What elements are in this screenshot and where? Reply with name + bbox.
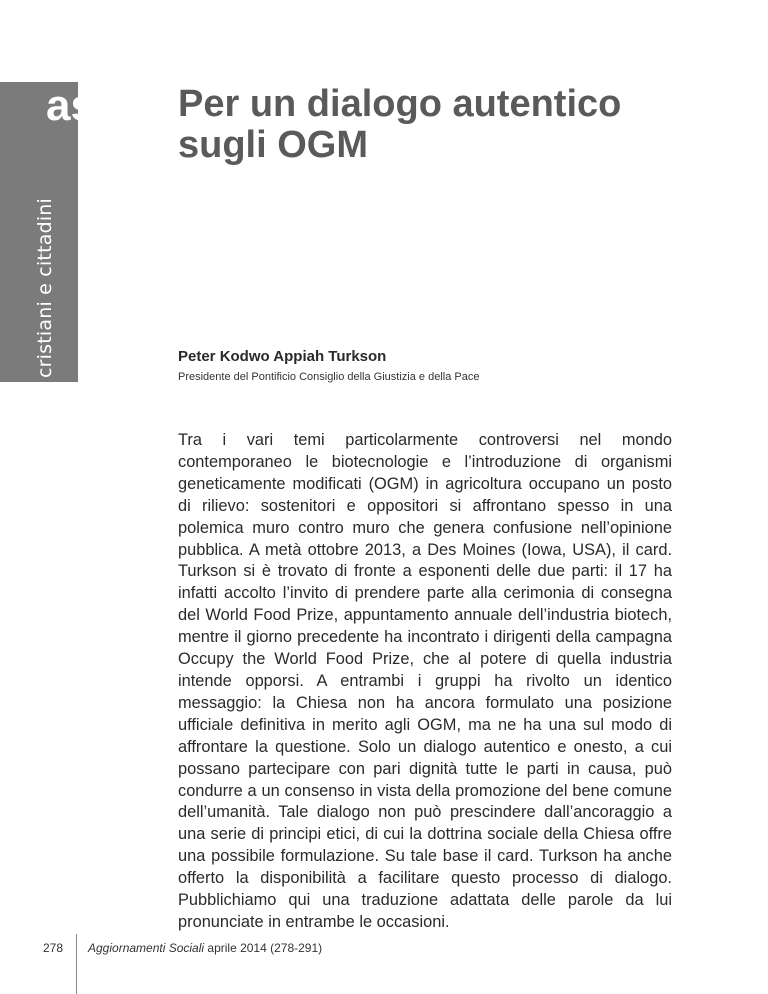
journal-logo — [46, 86, 110, 154]
page-number: 278 — [43, 941, 64, 955]
section-label: cristiani e cittadini — [34, 197, 56, 378]
journal-name: Aggiornamenti Sociali — [88, 941, 205, 955]
issue-info: aprile 2014 (278-291) — [204, 941, 323, 955]
author-affiliation: Presidente del Pontificio Consiglio della Giustizia e della Pace — [178, 371, 480, 383]
footer-source — [88, 941, 322, 955]
article-abstract: Tra i vari temi particolarmente controversi nel mondo contemporaneo le biotecnologie e l’introduzione di organismi geneticamente modificati (OGM) in agricoltura occupano un posto di rilievo: sostenitori e oppositori si affrontano spesso in una polemica muro contro muro che genera confusione nell’opinione pubblica. A metà ottobre 2013, a Des Moines (Iowa, USA), il card. Turkson si è trovato di fronte a esponenti delle due parti: il 17 ha infatti accolto l’invito di prendere parte alla cerimonia di consegna del World Food Prize, appuntamento annuale dell’industria biotech, mentre il giorno precedente ha incontrato i dirigenti della campagna Occupy the World Food Prize, che al potere di quella industria intende opporsi. A entrambi i gruppi ha rivolto un identico messaggio: la Chiesa non ha ancora formulato una posizione ufficiale definitiva in merito agli OGM, ma ne ha una sul modo di affrontare la questione. Solo un dialogo autentico e onesto, a cui possano partecipare con pari dignità tutte le parti in causa, può condurre a un consenso in vista della promozione del bene comune dell’umanità. Tale dialogo non può prescindere dall’ancoraggio a una serie di principi etici, di cui la dottrina sociale della Chiesa offre una possibile formulazione. Su tale base il card. Turkson ha anche offerto la disponibilità a facilitare questo processo di dialogo. Pubblichiamo qui una traduzione adattata delle parole da lui pronunciate in entrambe le occasioni. — [178, 431, 672, 931]
footer-divider — [76, 934, 77, 994]
article-title: Per un dialogo autentico sugli OGM — [178, 83, 622, 166]
logo-lettering: as — [46, 86, 95, 130]
author-name: Peter Kodwo Appiah Turkson — [178, 348, 387, 365]
